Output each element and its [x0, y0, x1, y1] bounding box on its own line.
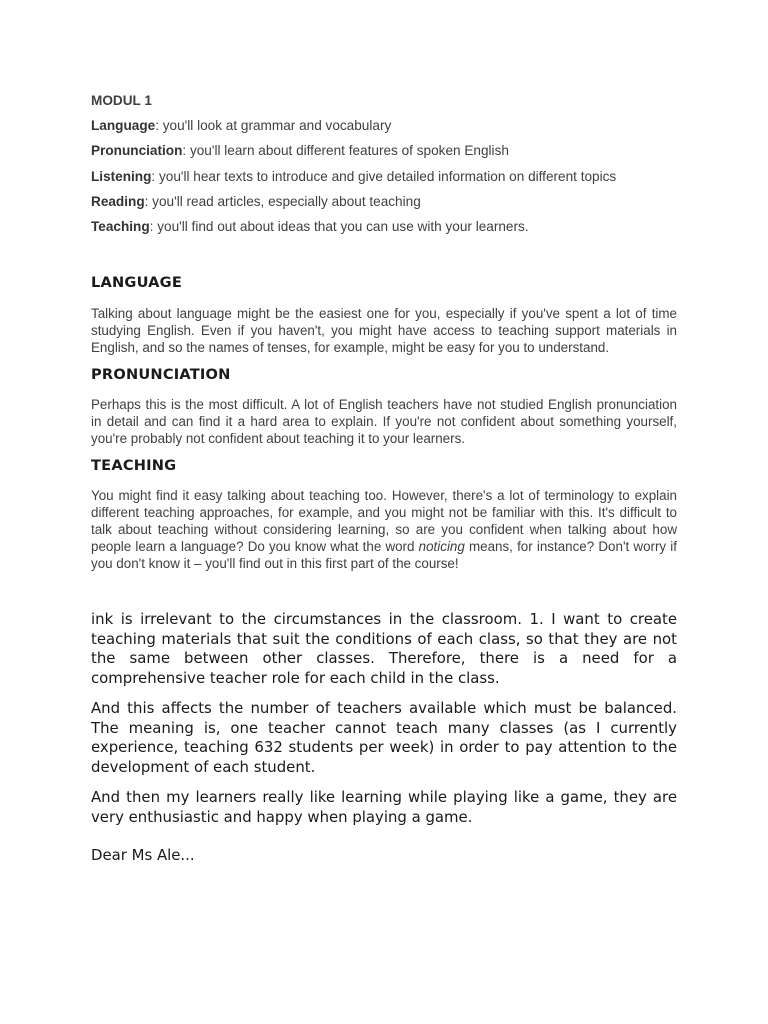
letter-paragraph-1: ink is irrelevant to the circumstances in the classroom. 1. I want to create teaching materials that suit the conditions of each class, so that they are not the same between other classes. Therefore, there is a need for a comprehensive teacher role for each child in the class.	[91, 610, 677, 687]
letter-paragraph-2: And this affects the number of teachers available which must be balanced. The meaning is, one teacher cannot teach many classes (as I currently experience, teaching 632 students per week) in order to pay attention to the development of each student.	[91, 699, 677, 776]
teaching-text-start: You might find it easy talking about teaching too. However, there's a lot of terminology to explain different teaching approaches, for example, and you might not be familiar with this. It's difficult to talk about teaching without considering learning, so are you confident when talking about how people learn a language? Do you know what the word	[91, 488, 677, 554]
teaching-text-end: means, for instance? Don't worry if you don't know it – you'll find out in this first part of the course!	[91, 539, 677, 571]
letter-paragraph-3: And then my learners really like learning while playing like a game, they are very enthusiastic and happy when playing a game.	[91, 788, 677, 826]
module-item-teaching	[91, 218, 677, 243]
module-item-language	[91, 117, 677, 142]
module-item-term: Language	[91, 118, 156, 133]
module-item-term: Pronunciation	[91, 143, 183, 159]
module-item-term: Listening	[91, 168, 152, 184]
module-item-pronunciation	[91, 142, 677, 167]
module-item-desc: : you'll find out about ideas that you can use with your learners.	[149, 219, 529, 235]
section-body-language: Talking about language might be the easiest one for you, especially if you've spent a lot of time studying English. Even if you haven't, you might have access to teaching support materials in English, and so the names of tenses, for example, might be easy for you to understand.	[91, 306, 677, 355]
module-item-desc: : you'll learn about different features of spoken English	[182, 143, 509, 159]
module-item-term: Reading	[91, 193, 145, 209]
module-item-desc: : you'll read articles, especially about teaching	[144, 193, 421, 209]
module-outline-list	[91, 117, 677, 243]
letter-greeting: Dear Ms Ale...	[91, 846, 195, 864]
section-body-pronunciation: Perhaps this is the most difficult. A lot of English teachers have not studied English pronunciation in detail and can find it a hard area to explain. If you're not confident about something yourself, you're probably not confident about teaching it to your learners.	[91, 397, 677, 446]
section-heading-teaching: TEACHING	[91, 457, 177, 474]
section-heading-language: LANGUAGE	[91, 274, 183, 291]
module-item-desc: : you'll hear texts to introduce and give detailed information on different topics	[151, 168, 617, 184]
module-item-reading	[91, 193, 677, 218]
section-body-teaching	[91, 487, 677, 572]
module-title: MODUL 1	[91, 93, 152, 108]
module-item-listening	[91, 168, 677, 193]
section-heading-pronunciation: PRONUNCIATION	[91, 366, 231, 383]
teaching-emphasis: noticing	[418, 539, 465, 554]
module-item-term: Teaching	[91, 219, 150, 235]
module-item-desc: : you'll look at grammar and vocabulary	[155, 118, 392, 133]
